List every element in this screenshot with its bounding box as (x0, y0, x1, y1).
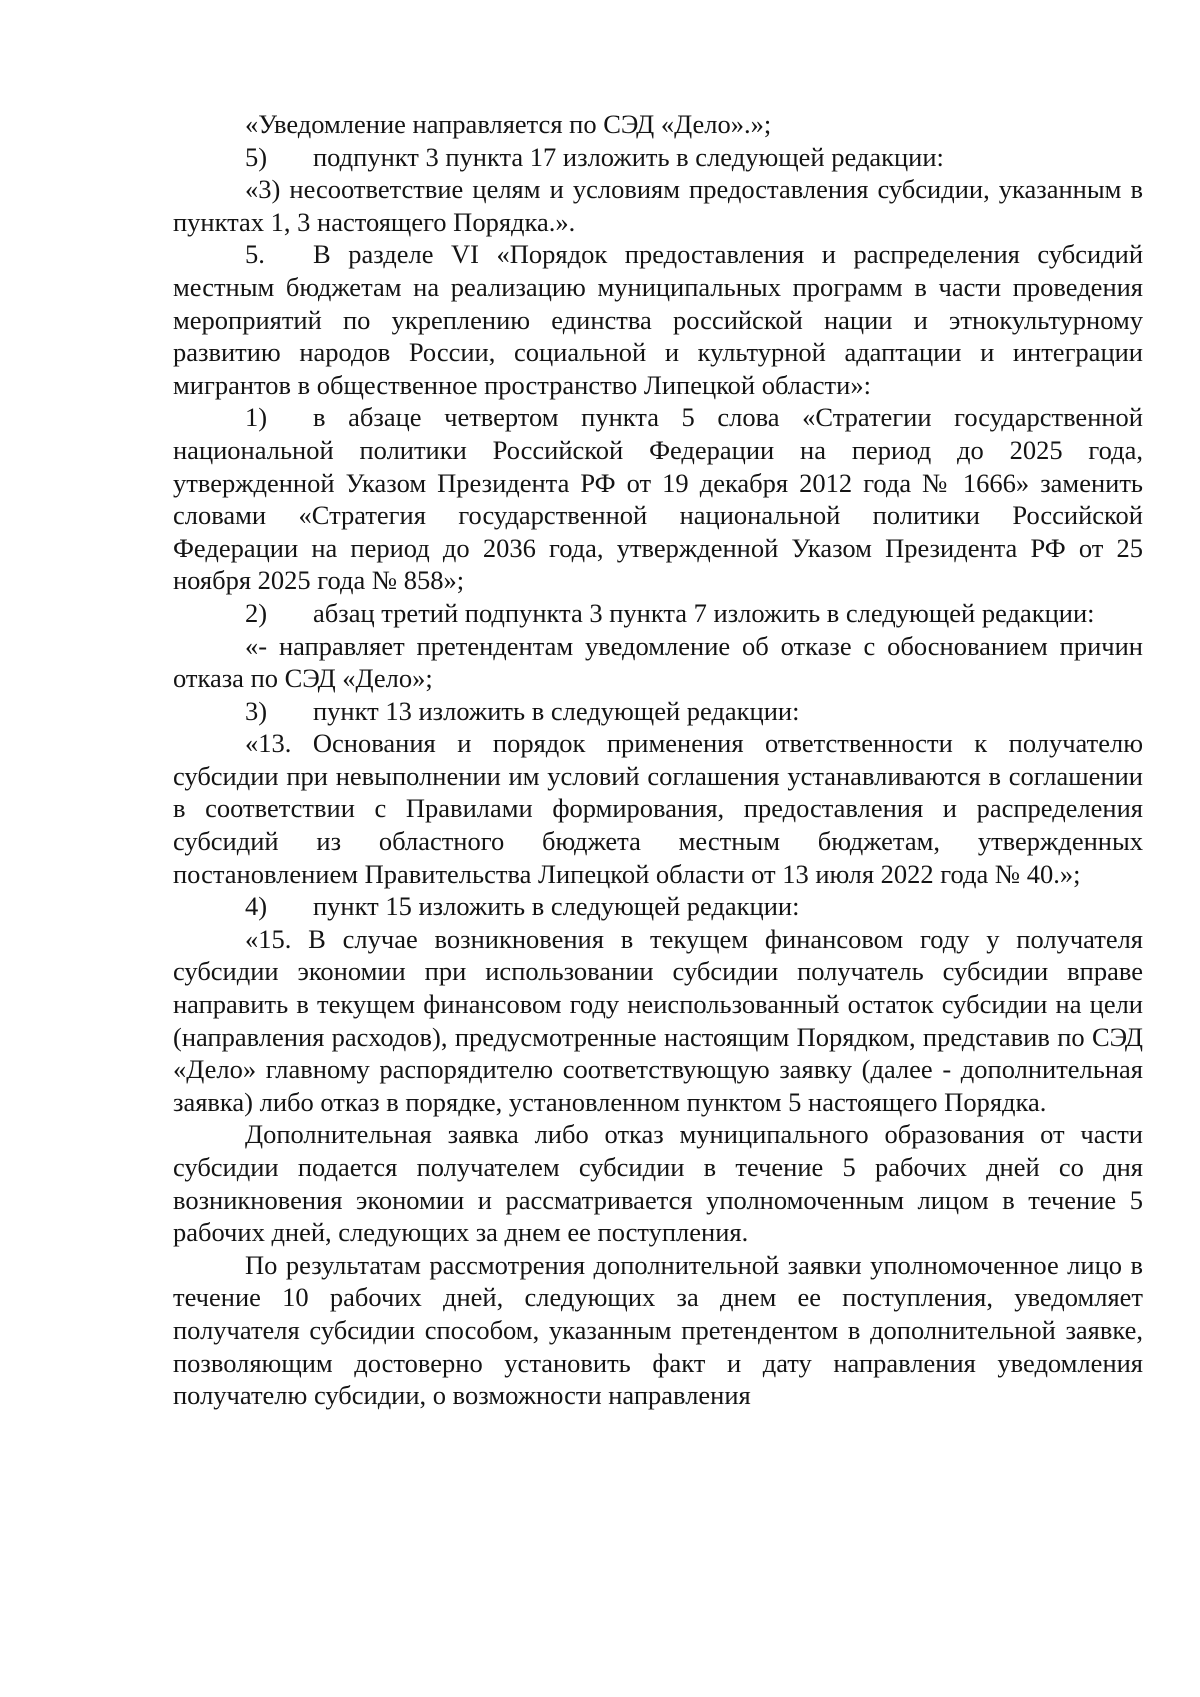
list-item (173, 695, 1143, 728)
paragraph (173, 108, 1143, 141)
paragraph (173, 1249, 1143, 1412)
paragraph-text: «- направляет претендентам уведомление об отказе с обоснованием причин отказа по СЭД «Дело»; (173, 630, 1143, 694)
paragraph-text: подпункт 3 пункта 17 изложить в следующей редакции: (313, 141, 944, 172)
paragraph-text: «Уведомление направляется по СЭД «Дело».»; (245, 109, 772, 139)
paragraph-text: По результатам рассмотрения дополнительной заявки уполномоченное лицо в течение 10 рабочих дней, следующих за днем ее поступления, уведомляет получателя субсидии способом, указанным претендентом в дополнительной заявке, позволяющим достоверно установить факт и дату направления уведомления получателю субсидии, о возможности направления (173, 1249, 1143, 1411)
item-number: 4) (245, 891, 268, 922)
paragraph-text: пункт 15 изложить в следующей редакции: (313, 891, 800, 922)
list-item (173, 141, 1143, 174)
paragraph-text: в абзаце четвертом пункта 5 слова «Стратегии государственной национальной политики Российской Федерации на период до 2025 года, утвержденной Указом Президента РФ от 19 декабря 2012 года № 1666» заменить словами «Стратегия государственной национальной политики Российской Федерации на период до 2036 года, утвержденной Указом Президента РФ от 25 ноября 2025 года № 858»; (173, 402, 1143, 596)
paragraph-text: Дополнительная заявка либо отказ муниципального образования от части субсидии подается получателем субсидии в течение 5 рабочих дней со дня возникновения экономии и рассматривается уполномоченным лицом в течение 5 рабочих дней, следующих за днем ее поступления. (173, 1119, 1143, 1248)
paragraph (173, 923, 1143, 1119)
paragraph (173, 630, 1143, 695)
item-number: 5. (245, 239, 265, 270)
item-number: 2) (245, 597, 268, 628)
paragraph-text: абзац третий подпункта 3 пункта 7 изложить в следующей редакции: (313, 597, 1095, 628)
document-body (173, 108, 1143, 1412)
paragraph-text: «13. Основания и порядок применения ответственности к получателю субсидии при невыполнении им условий соглашения устанавливаются в соглашении в соответствии с Правилами формирования, предоставления и распределения субсидий из областного бюджета местным бюджетам, утвержденных постановлением Правительства Липецкой области от 13 июля 2022 года № 40.»; (173, 728, 1143, 889)
paragraph-text: В разделе VI «Порядок предоставления и распределения субсидий местным бюджетам на реализацию муниципальных программ в части проведения мероприятий по укреплению единства российской нации и этнокультурному развитию народов России, социальной и культурной адаптации и интеграции мигрантов в общественное пространство Липецкой области»: (173, 239, 1143, 400)
list-item (173, 597, 1143, 630)
paragraph (173, 727, 1143, 890)
paragraph-text: «15. В случае возникновения в текущем финансовом году у получателя субсидии экономии при использовании субсидии получатель субсидии вправе направить в текущем финансовом году неиспользованный остаток субсидии на цели (направления расходов), предусмотренные настоящим Порядком, представив по СЭД «Дело» главному распорядителю соответствующую заявку (далее - дополнительная заявка) либо отказ в порядке, установленном пунктом 5 настоящего Порядка. (173, 923, 1143, 1117)
list-item (173, 401, 1143, 597)
paragraph (173, 173, 1143, 238)
paragraph-text: пункт 13 изложить в следующей редакции: (313, 695, 800, 726)
paragraph-text: «3) несоответствие целям и условиям предоставления субсидии, указанным в пунктах 1, 3 настоящего Порядка.». (173, 174, 1143, 237)
item-number: 1) (245, 402, 268, 433)
list-item (173, 890, 1143, 923)
section-item (173, 238, 1143, 401)
item-number: 5) (245, 141, 268, 172)
paragraph (173, 1118, 1143, 1248)
item-number: 3) (245, 695, 268, 726)
